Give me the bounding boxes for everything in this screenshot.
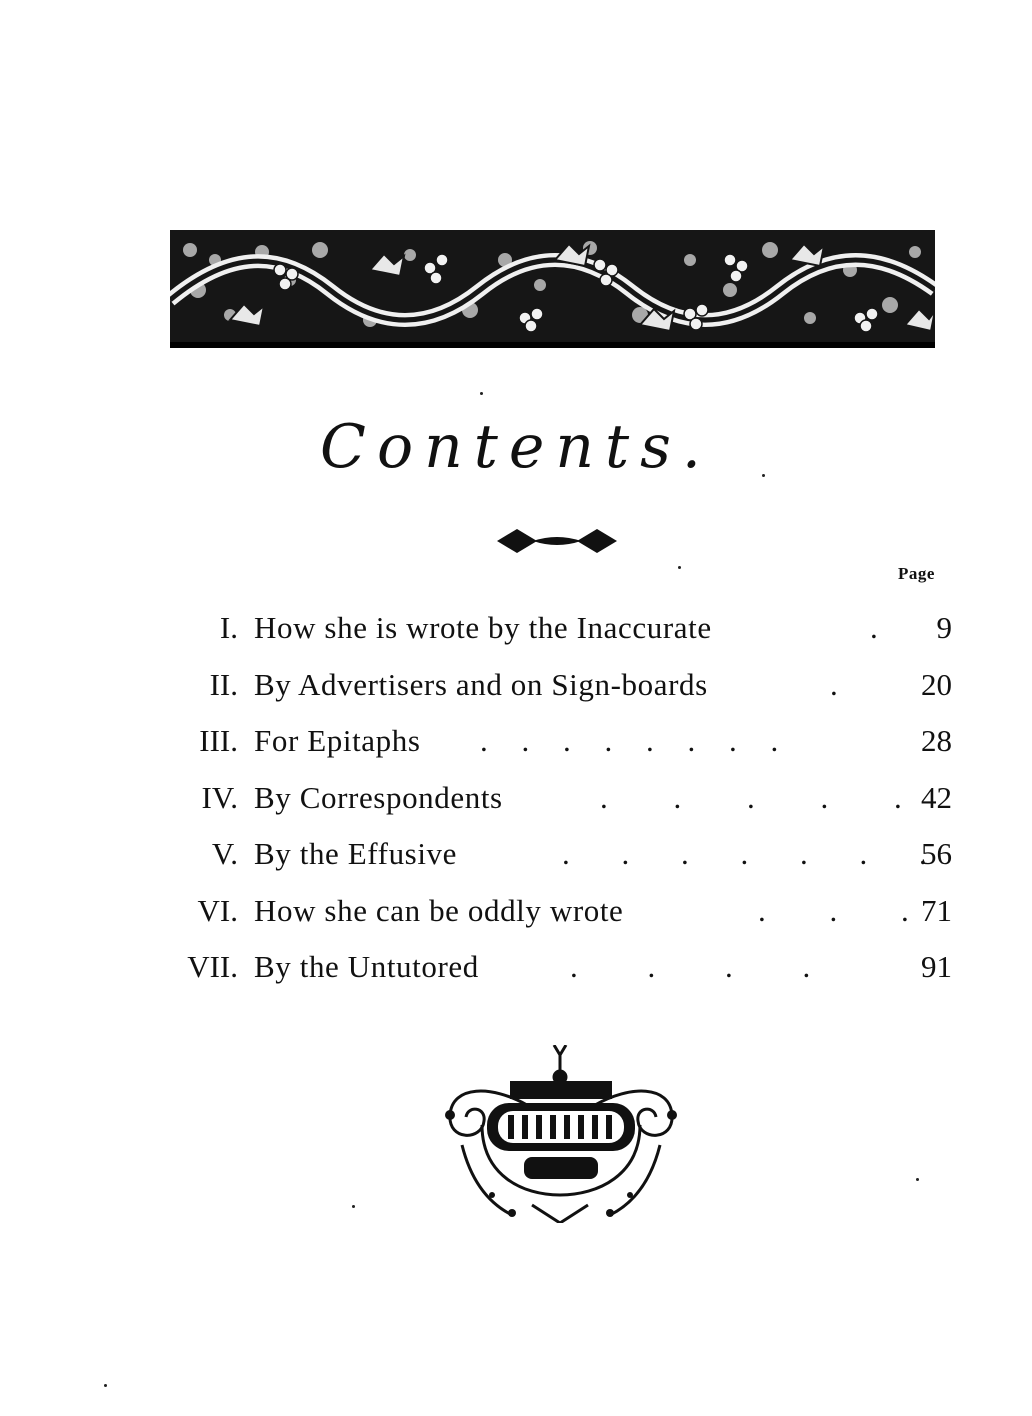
dot-leader: . . . . [570, 949, 811, 984]
ink-speck [916, 1178, 919, 1181]
dot-leader: . . . . . . . [562, 836, 927, 871]
chapter-title: By the Effusive [254, 836, 458, 871]
toc-entry [150, 939, 960, 996]
chapter-number: V. [211, 836, 238, 871]
chapter-number: III. [199, 723, 238, 758]
dot-leader: . [830, 666, 838, 702]
page-number: 91 [921, 949, 952, 984]
ink-speck [104, 1384, 107, 1387]
page-number: 71 [921, 892, 952, 928]
chapter-number: VI. [197, 892, 238, 928]
toc-entry [150, 600, 960, 657]
chapter-title: How she is wrote by the Inaccurate [254, 610, 712, 645]
page-column-label: Page [898, 564, 935, 583]
toc-entry [150, 826, 960, 883]
chapter-number: IV. [201, 779, 238, 815]
toc-entry [150, 770, 960, 827]
table-of-contents [150, 600, 960, 996]
ink-speck [480, 392, 483, 395]
page-title: Contents. [320, 412, 712, 482]
page-number: 28 [921, 723, 952, 758]
page-number: 56 [921, 836, 952, 871]
chapter-number: VII. [187, 949, 238, 984]
chapter-title: For Epitaphs [254, 723, 421, 758]
dot-leader: . . . [758, 892, 909, 928]
dot-leader: . . . . . [600, 779, 902, 815]
chapter-number: I. [219, 610, 238, 645]
toc-entry [150, 883, 960, 940]
page-number: 42 [921, 779, 952, 815]
page-number: 9 [936, 610, 952, 645]
vine-scroll-headpiece [170, 230, 935, 348]
chapter-title: How she can be oddly wrote [254, 892, 624, 928]
chapter-title: By Advertisers and on Sign-boards [254, 666, 708, 702]
toc-entry [150, 713, 960, 770]
chapter-title: By the Untutored [254, 949, 479, 984]
ink-speck [352, 1205, 355, 1208]
dot-leader: . [870, 610, 878, 645]
double-diamond-ornament [497, 523, 617, 559]
dot-leader: . . . . . . . . [480, 723, 779, 758]
page-number: 20 [921, 666, 952, 702]
lyre-tailpiece-ornament [432, 1045, 690, 1223]
toc-entry [150, 657, 960, 714]
chapter-number: II. [209, 666, 238, 702]
ink-speck [678, 566, 681, 569]
chapter-title: By Correspondents [254, 779, 503, 815]
